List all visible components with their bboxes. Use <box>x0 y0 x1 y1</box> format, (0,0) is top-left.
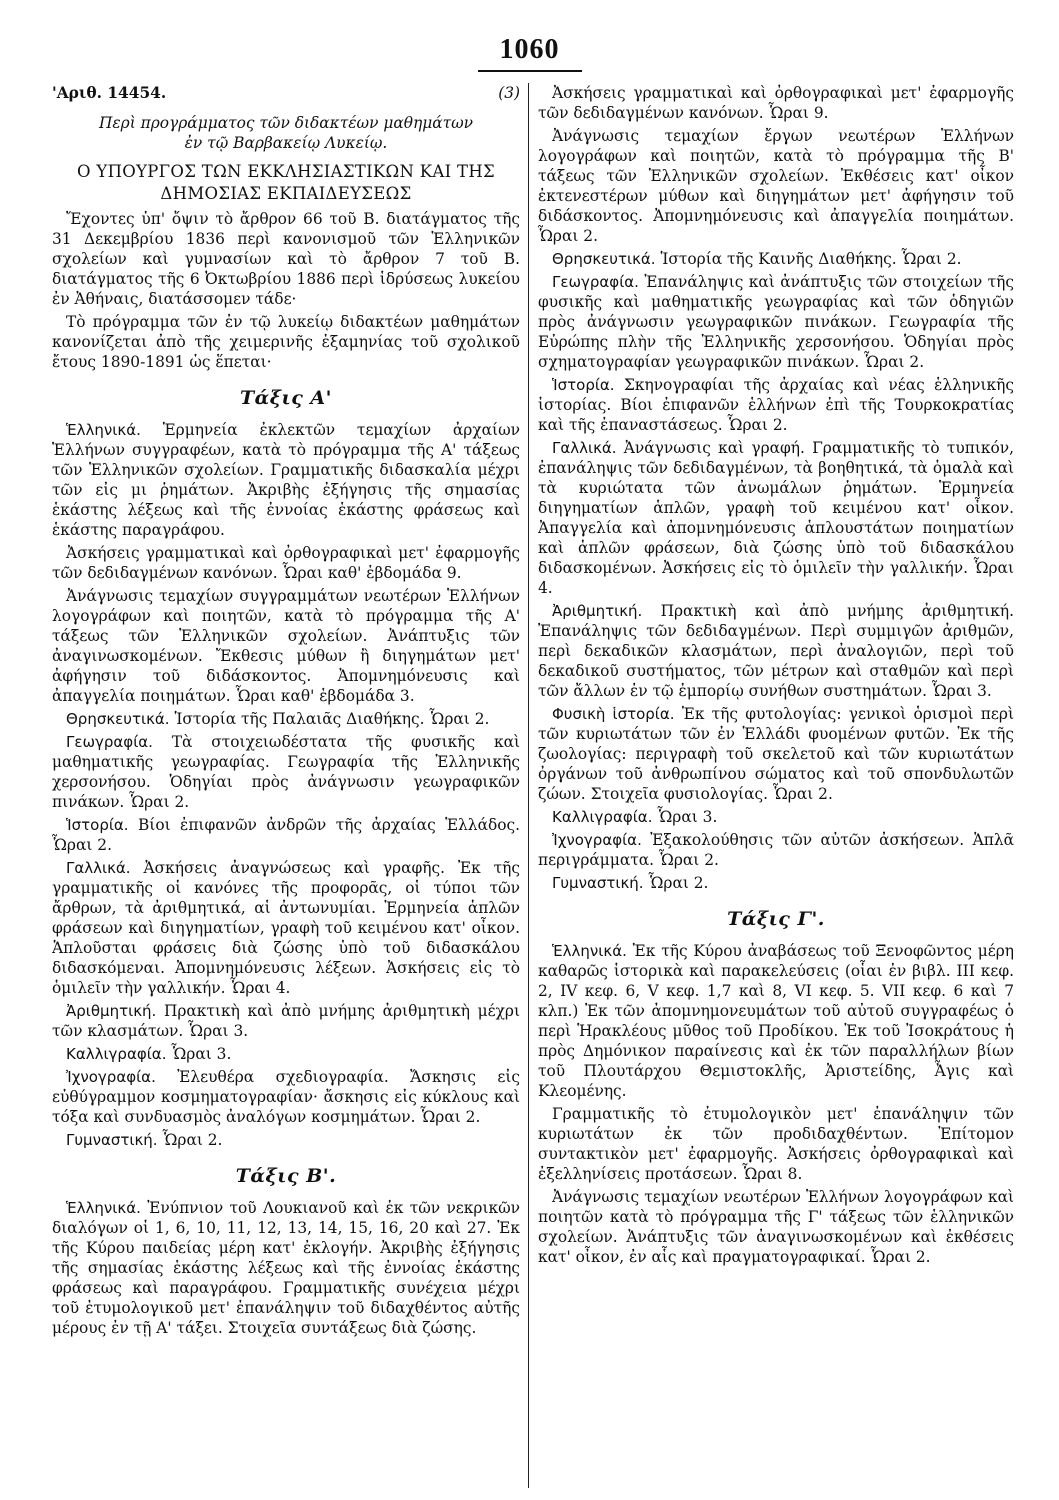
class-a-paragraph <box>52 1001 520 1041</box>
class-b-paragraph <box>538 249 1014 269</box>
decree-part: (3) <box>498 84 520 102</box>
class-b-title: Τάξις Β'. <box>235 1165 337 1187</box>
paragraph-text: Ἑρμηνεία ἐκλεκτῶν τεμαχίων ἀρχαίων Ἑλλήνων συγγραφέων, κατὰ τὸ πρόγραμμα τῆς Α' τάξεως τῶν Ἑλληνικῶν σχολείων. Γραμματικῆς διδασκαλία μέχρι τῶν εἰς μι ῥημάτων. Ἀκριβὴς ἐξήγησις τῆς σημασίας ἑκάστης λέξεως καὶ τῆς ἐννοίας ἑκάστης φράσεως καὶ ἑκάστης παραγράφου. <box>52 421 520 539</box>
class-b-paragraph <box>538 601 1014 701</box>
paragraph-text: Ὧραι 3. <box>166 1045 232 1063</box>
class-b-paragraph <box>538 807 1014 827</box>
subject-line-1: Περὶ προγράμματος τῶν διδακτέων μαθημάτων <box>98 114 474 132</box>
class-a-paragraph <box>52 815 520 855</box>
paragraph-text: Βίοι ἐπιφανῶν ἀνδρῶν τῆς ἀρχαίας Ἑλλάδος. Ὧραι 2. <box>52 816 520 854</box>
subject-name: Ἑλληνικά. <box>66 421 141 439</box>
subject-name: Θρησκευτικά. <box>66 710 170 728</box>
subject-name: Ἱστορία. <box>552 376 615 394</box>
page-number: 1060 <box>0 34 1059 66</box>
paragraph-text: Ἐπανάληψις καὶ ἀνάπτυξις τῶν στοιχείων τῆς φυσικῆς καὶ μαθηματικῆς γεωγραφίας καὶ τῶν ὁδηγιῶν πρὸς ἀνάγνωσιν γεωγραφικῶν πινάκων. Γεωγραφία τῆς Εὐρώπης πλὴν τῆς Ἑλληνικῆς χερσονήσου. Ὁδηγίαι πρὸς σχηματογραφίαν γεωγραφικῶν πινάκων. Ὧραι 2. <box>538 273 1014 371</box>
subject-name: Ἑλληνικά. <box>552 942 627 960</box>
class-a-paragraph <box>52 1044 520 1064</box>
class-a-paragraph <box>52 709 520 729</box>
subject-name: Γαλλικά. <box>66 859 131 877</box>
right-column <box>538 83 1014 1488</box>
paragraph-text: Ἀνάγνωσις καὶ γραφή. Γραμματικῆς τὸ τυπικόν, ἐπανάληψις τῶν δεδιδαγμένων, τὰ βοηθητικά, τὰ ὁμαλὰ καὶ τὰ κυριώτατα τῶν ἀνωμάλων ῥημάτων. Ἑρμηνεία διηγηματίων ἁπλῶν, γραφὴ τοῦ κειμένου κατ' οἶκον. Ἀπαγγελία καὶ ἀπομνημόνευσις ἁπλουστάτων ποιηματίων καὶ ἁπλῶν φράσεων, διὰ ζώσης ὑπὸ τοῦ διδασκάλου διδασκομένων. Ἀσκήσεις εἰς τὸ ὁμιλεῖν τὴν γαλλικήν. Ὧραι 4. <box>538 439 1014 597</box>
class-c-paragraph: Γραμματικῆς τὸ ἐτυμολογικὸν μετ' ἐπανάληψιν τῶν κυριωτάτων ἐκ τῶν προδιδαχθέντων. Ἐπίτομον συντακτικὸν μετ' ἐφαρμογῆς. Ἀσκήσεις ὀρθογραφικαὶ καὶ ἐξελληνίσεις προτάσεων. Ὧραι 8. <box>538 1105 1014 1183</box>
column-divider <box>528 83 529 1488</box>
class-a-paragraph <box>52 858 520 998</box>
class-b-paragraph <box>52 1198 520 1338</box>
subject-name: Γυμναστική. <box>66 1131 158 1149</box>
subject-name: Ἰχνογραφία. <box>66 1068 156 1086</box>
class-c-paragraph: Ἀνάγνωσις τεμαχίων νεωτέρων Ἑλλήνων λογογράφων καὶ ποιητῶν κατὰ τὸ πρόγραμμα τῆς Γ' τάξεως τῶν ἑλληνικῶν σχολείων. Ἀνάπτυξις τῶν ἀναγινωσκομένων καὶ ἐκθέσεις κατ' οἶκον, ἐν αἷς καὶ πραγματογραφικαί. Ὧραι 2. <box>538 1188 1014 1266</box>
subject-name: Γαλλικά. <box>552 439 617 457</box>
class-a-paragraph <box>52 732 520 812</box>
paragraph-text: Ἐλευθέρα σχεδιογραφία. Ἄσκησις εἰς εὐθύγραμμον κοσμηματογραφίαν· ἄσκησις εἰς κύκλους καὶ τόξα καὶ συνδυασμὸς ἀναλόγων κοσμημάτων. Ὧραι 2. <box>52 1068 520 1126</box>
left-column <box>52 83 520 1488</box>
paragraph-text: Ἐξακολούθησις τῶν αὐτῶν ἀσκήσεων. Ἁπλᾶ περιγράμματα. Ὧραι 2. <box>538 831 1014 869</box>
class-c-title: Τάξις Γ'. <box>727 908 825 930</box>
ministry-line-1: Ο ΥΠΟΥΡΓΟΣ ΤΩΝ ΕΚΚΛΗΣΙΑΣΤΙΚΩΝ ΚΑΙ ΤΗΣ <box>77 162 495 181</box>
class-b-paragraph <box>538 375 1014 435</box>
decree-header <box>52 83 520 103</box>
subject-name: Γεωγραφία. <box>66 733 153 751</box>
class-c-paragraph <box>538 941 1014 1101</box>
subject-name: Ἱστορία. <box>66 816 129 834</box>
class-a-paragraph: Ἀσκήσεις γραμματικαὶ καὶ ὀρθογραφικαὶ μετ' ἐφαρμογῆς τῶν δεδιδαγμένων κανόνων. Ὧραι καθ' ἑβδομάδα 9. <box>52 544 520 582</box>
paragraph-text: Πρακτικὴ καὶ ἀπὸ μνήμης ἀριθμητικὴ μέχρι τῶν κλασμάτων. Ὧραι 3. <box>52 1002 520 1040</box>
paragraph-text: Τὰ στοιχειωδέστατα τῆς φυσικῆς καὶ μαθηματικῆς γεωγραφίας. Γεωγραφία τῆς Ἑλληνικῆς χερσονήσου. Ὁδηγίαι πρὸς ἀνάγνωσιν γεωγραφικῶν πινάκων. Ὧραι 2. <box>52 733 520 811</box>
paragraph-text: Ἐκ τῆς Κύρου ἀναβάσεως τοῦ Ξενοφῶντος μέρη καθαρῶς ἱστορικὰ καὶ παρακελεύσεις (οἷαι ἐν βιβλ. ΙΙΙ κεφ. 2, IV κεφ. 6, V κεφ. 1,7 καὶ 8, VI κεφ. 5. VII κεφ. 6 καὶ 7 κλπ.) Ἐκ τῶν ἀπομνημονευμάτων τοῦ αὐτοῦ συγγραφέως ὁ περὶ Ἡρακλέους μῦθος τοῦ Προδίκου. Ἐκ τοῦ Ἰσοκράτους ἡ πρὸς Δημόνικον παραίνεσις καὶ ἐκ τῶν παραλλήλων βίων τοῦ Πλουτάρχου Θεμιστοκλῆς, Ἀριστείδης, Ἆγις καὶ Κλεομένης. <box>538 942 1014 1100</box>
class-a-paragraph: Ἀνάγνωσις τεμαχίων συγγραμμάτων νεωτέρων Ἑλλήνων λογογράφων καὶ ποιητῶν, κατὰ τὸ πρόγραμμα τῆς Α' τάξεως τῶν Ἑλληνικῶν σχολείων. Ἀνάπτυξις τῶν ἀναγινωσκομένων. Ἔκθεσις μύθων ἢ διηγημάτων μετ' ἀφήγησιν τοῦ διδάσκοντος. Ἀπομνημόνευσις καὶ ἀπαγγελία ποιημάτων. Ὧραι καθ' ἑβδομάδα 3. <box>52 587 520 705</box>
subject-name: Ἀριθμητική. <box>552 602 643 620</box>
paragraph-text: Ὧραι 2. <box>157 1131 223 1149</box>
decree-number: 'Αριθ. 14454. <box>52 84 167 102</box>
class-b-paragraph <box>538 704 1014 804</box>
preamble-paragraph: Τὸ πρόγραμμα τῶν ἐν τῷ λυκείῳ διδακτέων μαθημάτων κανονίζεται ἀπὸ τῆς χειμερινῆς ἑξαμηνίας τοῦ σχολικοῦ ἔτους 1890-1891 ὡς ἕπεται· <box>52 313 520 371</box>
class-b-paragraph <box>538 873 1014 893</box>
paragraph-text: Ἀσκήσεις ἀναγνώσεως καὶ γραφῆς. Ἐκ τῆς γραμματικῆς οἱ κανόνες τῆς προφορᾶς, οἱ τύποι τῶν ἄρθρων, τὰ ἀριθμητικά, αἱ ἀντωνυμίαι. Ἑρμηνεία ἁπλῶν φράσεων καὶ διηγηματίων, γραφὴ τοῦ κειμένου κατ' οἶκον. Ἁπλοῦσται φράσεις διὰ ζώσης ὑπὸ τοῦ διδασκάλου διδασκόμεναι. Ἀπομνημόνευσις λέξεων. Ἀσκήσεις εἰς τὸ ὁμιλεῖν τὴν γαλλικήν. Ὧραι 4. <box>52 859 520 997</box>
paragraph-text: Πρακτικὴ καὶ ἀπὸ μνήμης ἀριθμητική. Ἐπανάληψις τῶν δεδιδαγμένων. Περὶ συμμιγῶν ἀριθμῶν, περὶ δεκαδικῶν κλασμάτων, περὶ ἀναλογιῶν, περὶ τοῦ δεκαδικοῦ συστήματος, τῶν μέτρων καὶ σταθμῶν καὶ περὶ τῶν ἄλλων ἐν τῷ ἐμπορίῳ συνήθων συστημάτων. Ὧραι 3. <box>538 602 1014 700</box>
class-a-paragraph <box>52 1130 520 1150</box>
preamble-paragraph: Ἔχοντες ὑπ' ὄψιν τὸ ἄρθρον 66 τοῦ Β. διατάγματος τῆς 31 Δεκεμβρίου 1836 περὶ κανονισμοῦ τῶν Ἑλληνικῶν σχολείων καὶ γυμνασίων καὶ τὸ ἄρθρον 7 τοῦ Β. διατάγματος τῆς 6 Ὀκτωβρίου 1886 περὶ ἱδρύσεως λυκείου ἐν Ἀθήναις, διατάσσομεν τάδε· <box>52 210 520 308</box>
ministry-heading <box>52 161 520 205</box>
decree-subject <box>52 113 520 153</box>
paragraph-text: Ἐνύπνιον τοῦ Λουκιανοῦ καὶ ἐκ τῶν νεκρικῶν διαλόγων οἱ 1, 6, 10, 11, 12, 13, 14, 15, 16, 20 καὶ 27. Ἐκ τῆς Κύρου παιδείας μέρη κατ' ἐκλογήν. Ἀκριβὴς ἐξήγησις τῆς σημασίας ἑκάστης λέξεως καὶ τῆς ἐννοίας ἑκάστης φράσεως καὶ παραγράφου. Γραμματικῆς συνέχεια μέχρι τοῦ ἐτυμολογικοῦ μετ' ἐπανάληψιν τοῦ διδαχθέντος αὐτῆς μέρους ἐν τῇ Α' τάξει. Στοιχεῖα συντάξεως διὰ ζώσης. <box>52 1199 520 1337</box>
subject-name: Ἑλληνικά. <box>66 1199 141 1217</box>
subject-name: Καλλιγραφία. <box>66 1045 167 1063</box>
subject-name: Ἰχνογραφία. <box>552 831 642 849</box>
class-a-title: Τάξις Α' <box>240 387 332 409</box>
paragraph-text: Ἐκ τῆς φυτολογίας: γενικοὶ ὁρισμοὶ περὶ τῶν κυριωτάτων τῶν ἐν Ἑλλάδι φυομένων φυτῶν. Ἐκ τῆς ζωολογίας: περιγραφὴ τοῦ σκελετοῦ καὶ τῶν κυριωτάτων ὀργάνων τοῦ ἀνθρωπίνου σώματος καὶ τοῦ σπονδυλωτῶν ζώων. Στοιχεῖα φυσιολογίας. Ὧραι 2. <box>538 705 1014 803</box>
class-a-paragraph <box>52 420 520 540</box>
subject-name: Θρησκευτικά. <box>552 250 656 268</box>
class-b-paragraph <box>538 830 1014 870</box>
class-b-paragraph: Ἀνάγνωσις τεμαχίων ἔργων νεωτέρων Ἑλλήνων λογογράφων καὶ ποιητῶν, κατὰ τὸ πρόγραμμα τῆς Β' τάξεως τῶν Ἑλληνικῶν σχολείων. Ἐκθέσεις κατ' οἶκον ἐκτενεστέρων μύθων καὶ διηγημάτων μετ' ἀφήγησιν τοῦ διδάσκοντος. Ἀπομνημόνευσις καὶ ἀπαγγελία ποιημάτων. Ὧραι 2. <box>538 127 1014 245</box>
paragraph-text: Ἱστορία τῆς Καινῆς Διαθήκης. Ὧραι 2. <box>655 250 962 268</box>
subject-name: Καλλιγραφία. <box>552 808 653 826</box>
class-a-paragraph <box>52 1067 520 1127</box>
subject-name: Ἀριθμητική. <box>66 1002 157 1020</box>
subject-name: Φυσικὴ ἱστορία. <box>552 705 675 723</box>
subject-line-2: ἐν τῷ Βαρβακείῳ Λυκείῳ. <box>184 134 388 152</box>
paragraph-text: Ὧραι 2. <box>643 874 709 892</box>
paragraph-text: Ἱστορία τῆς Παλαιᾶς Διαθήκης. Ὧραι 2. <box>169 710 490 728</box>
ministry-line-2: ΔΗΜΟΣΙΑΣ ΕΚΠΑΙΔΕΥΣΕΩΣ <box>160 184 412 203</box>
subject-name: Γυμναστική. <box>552 874 644 892</box>
class-b-paragraph: Ἀσκήσεις γραμματικαὶ καὶ ὀρθογραφικαὶ μετ' ἐφαρμογῆς τῶν δεδιδαγμένων κανόνων. Ὧραι 9. <box>538 84 1014 122</box>
subject-name: Γεωγραφία. <box>552 273 639 291</box>
class-b-paragraph <box>538 438 1014 598</box>
class-b-paragraph <box>538 272 1014 372</box>
paragraph-text: Ὧραι 3. <box>652 808 718 826</box>
paragraph-text: Σκηνογραφίαι τῆς ἀρχαίας καὶ νέας ἑλληνικῆς ἱστορίας. Βίοι ἐπιφανῶν ἑλλήνων ἐπὶ τῆς Τουρκοκρατίας καὶ τῆς ἐπαναστάσεως. Ὧραι 2. <box>538 376 1014 434</box>
